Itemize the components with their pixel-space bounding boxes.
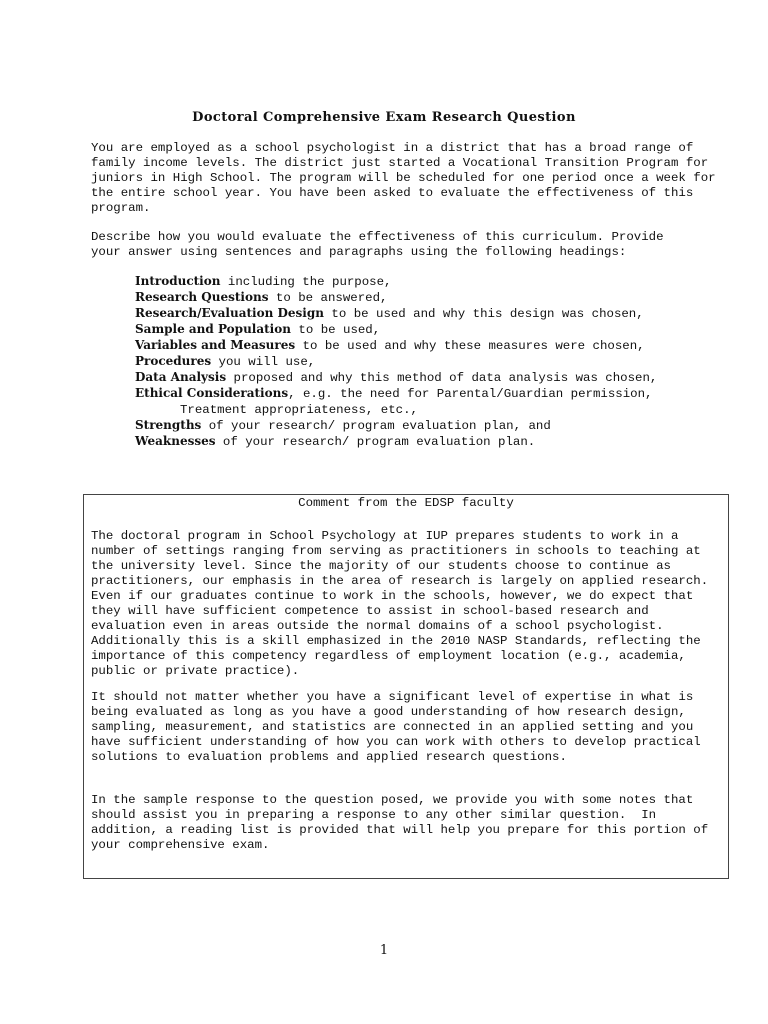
instructions-paragraph: Describe how you would evaluate the effectiveness of this curriculum. Provide your answer using sentences and paragraphs using the following headings: bbox=[91, 230, 664, 259]
list-item-continuation bbox=[135, 402, 657, 418]
heading-description: to be answered, bbox=[268, 291, 388, 305]
required-headings-list bbox=[135, 274, 657, 450]
document-title: Doctoral Comprehensive Exam Research Question bbox=[192, 110, 576, 125]
comment-box-heading: Comment from the EDSP faculty bbox=[298, 496, 514, 510]
heading-term: Data Analysis bbox=[135, 370, 227, 384]
heading-description: to be used and why this design was chosen, bbox=[323, 307, 644, 321]
heading-term: Procedures bbox=[135, 354, 212, 368]
heading-term: Research Questions bbox=[135, 290, 269, 304]
comment-paragraph: The doctoral program in School Psychology at IUP prepares students to work in a number of settings ranging from serving as practitioners in schools to teaching at the university level. Since the majority of our students choose to continue as practitioners, our emphasis in the area of research is largely on applied research. Even if our graduates continue to work in the schools, however, we do expect that they will have sufficient competence to assist in school-based research and evaluation even in areas outside the normal domains of a school psychologist. Additionally this is a skill emphasized in the 2010 NASP Standards, reflecting the importance of this competency regardless of employment location (e.g., academia, public or private practice). bbox=[91, 529, 709, 678]
list-item bbox=[135, 306, 657, 322]
comment-paragraph: In the sample response to the question posed, we provide you with some notes that should assist you in preparing a response to any other similar question. In addition, a reading list is provided that will help you prepare for this portion of your comprehensive exam. bbox=[91, 793, 709, 852]
list-item bbox=[135, 386, 657, 402]
heading-term: Strengths bbox=[135, 418, 202, 432]
heading-description: , e.g. the need for Parental/Guardian permission, bbox=[288, 387, 653, 401]
heading-description: to be used and why these measures were chosen, bbox=[295, 339, 645, 353]
faculty-comment-box bbox=[83, 494, 729, 879]
heading-term: Weaknesses bbox=[135, 434, 216, 448]
heading-term: Introduction bbox=[135, 274, 221, 288]
heading-description: you will use, bbox=[211, 355, 316, 369]
list-item bbox=[135, 290, 657, 306]
list-item bbox=[135, 338, 657, 354]
heading-description: to be used, bbox=[290, 323, 381, 337]
heading-description: of your research/ program evaluation plan. bbox=[215, 435, 536, 449]
list-item bbox=[135, 354, 657, 370]
list-item bbox=[135, 418, 657, 434]
list-item bbox=[135, 322, 657, 338]
list-item bbox=[135, 274, 657, 290]
heading-description: proposed and why this method of data analysis was chosen, bbox=[226, 371, 658, 385]
heading-description: of your research/ program evaluation plan, and bbox=[201, 419, 551, 433]
heading-term: Variables and Measures bbox=[135, 338, 296, 352]
heading-term: Research/Evaluation Design bbox=[135, 306, 324, 320]
page-number: 1 bbox=[379, 943, 389, 958]
list-item bbox=[135, 370, 657, 386]
heading-description: including the purpose, bbox=[220, 275, 392, 289]
heading-term: Ethical Considerations bbox=[135, 386, 289, 400]
comment-paragraph: It should not matter whether you have a significant level of expertise in what is being evaluated as long as you have a good understanding of how research design, sampling, measurement, and statistics are connected in an applied setting and you have sufficient understanding of how you can work with others to develop practical solutions to evaluation problems and applied research questions. bbox=[91, 690, 701, 764]
intro-paragraph: You are employed as a school psychologist in a district that has a broad range of family income levels. The district just started a Vocational Transition Program for juniors in High School. The program will be scheduled for one period once a week for the entire school year. You have been asked to evaluate the effectiveness of this program. bbox=[91, 141, 716, 215]
heading-description: Treatment appropriateness, etc., bbox=[180, 403, 418, 417]
list-item bbox=[135, 434, 657, 450]
heading-term: Sample and Population bbox=[135, 322, 291, 336]
